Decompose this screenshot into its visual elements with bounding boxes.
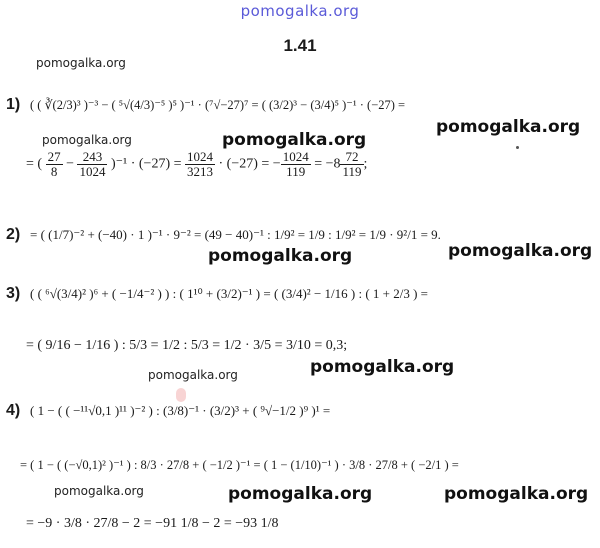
watermark-big: pomogalka.org	[222, 130, 367, 150]
watermark-small: pomogalka.org	[148, 368, 238, 382]
watermark-small: pomogalka.org	[54, 484, 144, 498]
site-header[interactable]: pomogalka.org	[240, 2, 360, 20]
fraction: $\frac{27}{8}$	[47, 149, 61, 179]
watermark-big: pomogalka.org	[436, 117, 581, 137]
problem-number: 1.41	[283, 36, 317, 55]
item-label-3: 3)	[6, 285, 21, 302]
item-label-1: 1)	[6, 96, 21, 113]
watermark-small: pomogalka.org	[42, 133, 132, 147]
equation-1-line-2: = ( $\frac{27}{8}$ − $\frac{243}{1024}$ )⁻¹ · (−27) = $\frac{1024}{3213}$ · (−27) = − $\frac{1024}{119}$ = −8 $\frac{72}{119}$ ;	[26, 149, 368, 179]
equation-3-line-2: = ( 9/16 − 1/16 ) : 5/3 = 1/2 : 5/3 = 1/2 · 3/5 = 3/10 = 0,3;	[26, 338, 348, 353]
watermark-big: pomogalka.org	[208, 246, 353, 266]
equation-4-line-1: ( 1 − ( ( −¹¹√0,1 )¹¹ )⁻² ) : (3/8)⁻¹ · (3/2)³ + ( ⁹√−1/2 )⁹ )¹ =	[30, 403, 331, 418]
equation-4-line-2: = ( 1 − ( (−√0,1)² )⁻¹ ) : 8/3 · 27/8 + ( −1/2 )⁻¹ = ( 1 − (1/10)⁻¹ ) · 3/8 · 27/8 + ( −2/1 ) =	[20, 458, 459, 472]
fraction: $\frac{1024}{3213}$	[187, 149, 213, 179]
item-label-2: 2)	[6, 226, 21, 243]
equation-4-line-3: = −9 · 3/8 · 27/8 − 2 = −91 1/8 − 2 = −93 1/8	[26, 516, 279, 531]
watermark-big: pomogalka.org	[444, 484, 589, 504]
watermark-big: pomogalka.org	[448, 241, 593, 261]
item-label-4: 4)	[6, 402, 21, 419]
watermark-big: pomogalka.org	[310, 357, 455, 377]
watermark-big: pomogalka.org	[228, 484, 373, 504]
fraction: $\frac{243}{1024}$	[79, 149, 106, 179]
equation-2: = ( (1/7)⁻² + (−40) · 1 )⁻¹ · 9⁻² = (49 − 40)⁻¹ : 1/9² = 1/9 : 1/9² = 1/9 · 9²/1 = 9.	[30, 227, 441, 242]
equation-3-line-1: ( ( ⁶√(3/4)² )⁶ + ( −1/4⁻² ) ) : ( 1¹⁰ + (3/2)⁻¹ ) = ( (3/4)² − 1/16 ) : ( 1 + 2/3 ) =	[30, 286, 429, 301]
watermark-small: pomogalka.org	[36, 56, 126, 70]
smudge-mark	[176, 388, 186, 402]
equation-1-line-1: ( ( ∛(2/3)³ )⁻³ − ( ⁵√(4/3)⁻⁵ )⁵ )⁻¹ · (⁷√−27)⁷ = ( (3/2)³ − (3/4)⁵ )⁻¹ · (−27) =	[30, 98, 406, 112]
fraction: $\frac{1024}{119}$	[282, 149, 309, 179]
stray-dot	[516, 146, 519, 149]
fraction: $\frac{72}{119}$	[342, 149, 362, 179]
